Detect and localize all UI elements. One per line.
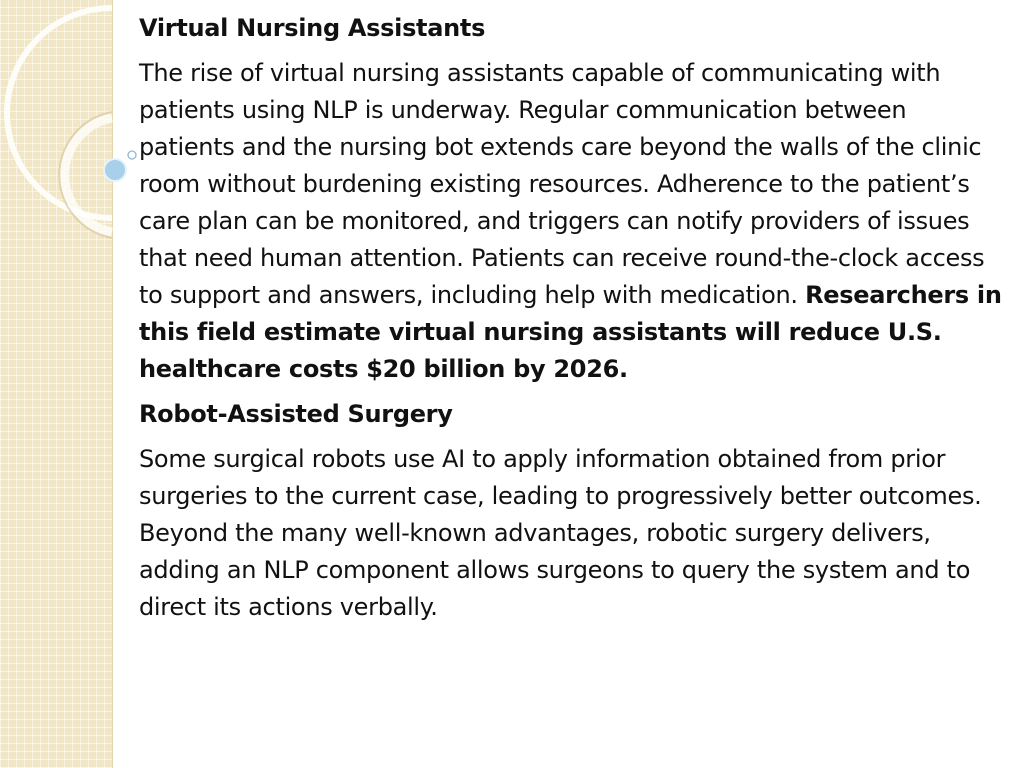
section-heading-robot-surgery: Robot-Assisted Surgery	[139, 400, 453, 428]
bullet-dot-icon	[104, 159, 126, 181]
section-body-virtual-nursing	[139, 55, 1009, 388]
decorative-arcs	[0, 0, 150, 300]
body-text: The rise of virtual nursing assistants capable of communicating with patients using NLP is underway. Regular communication between patients and the nursing bot extends care beyond the walls of the clinic room without burdening existing resources. Adherence to the patient’s care plan can be monitored, and triggers can notify providers of issues that need human attention. Patients can receive round-the-clock access to support and answers, including help with medication.	[139, 59, 985, 309]
emphasis-text: Researchers in this field estimate virtual nursing assistants will reduce U.S. healthcare costs $20 billion by 2026.	[139, 281, 1002, 383]
slide-content	[139, 10, 1009, 634]
section-heading-virtual-nursing: Virtual Nursing Assistants	[139, 14, 486, 42]
section-body-robot-surgery: Some surgical robots use AI to apply information obtained from prior surgeries to the current case, leading to progressively better outcomes. Beyond the many well-known advantages, robotic surgery delivers, adding an NLP component allows surgeons to query the system and to direct its actions verbally.	[139, 445, 982, 621]
bullet-ring-icon	[128, 151, 136, 159]
